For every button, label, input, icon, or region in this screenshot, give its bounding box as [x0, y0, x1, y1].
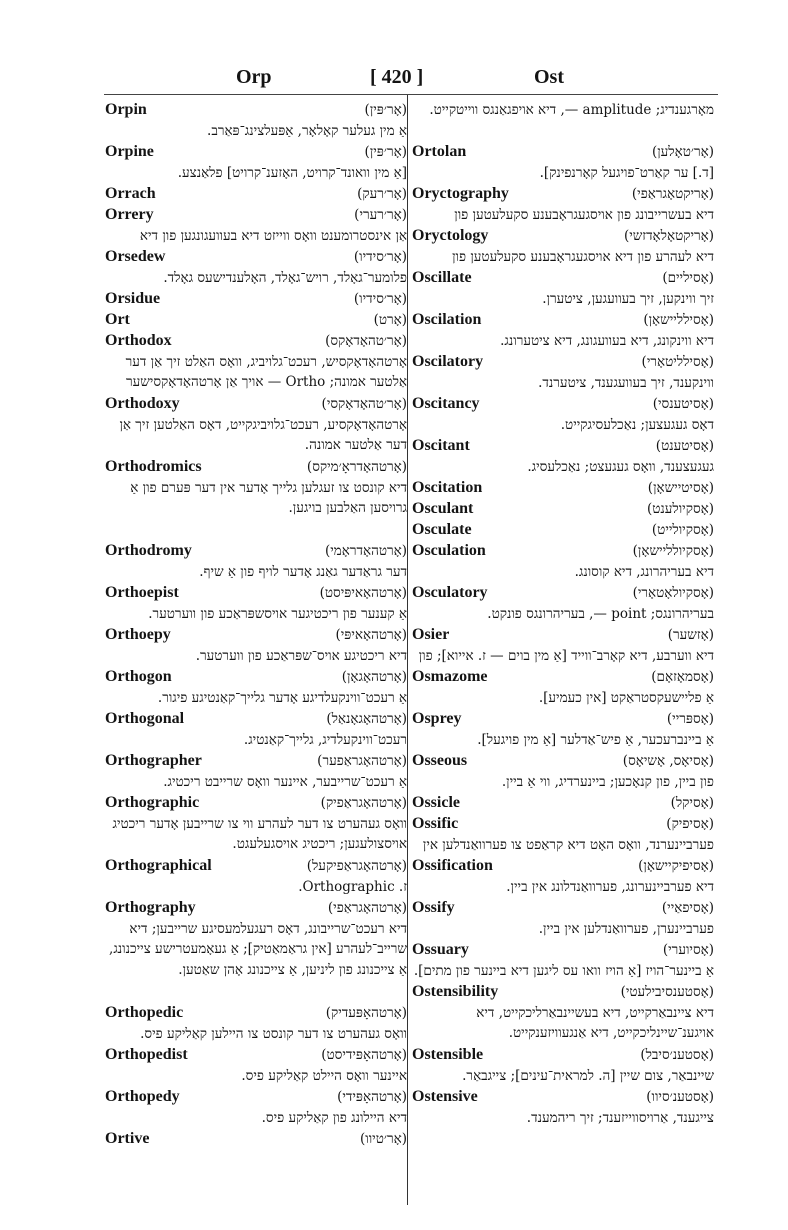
dictionary-entry [411, 898, 715, 940]
entry-headword: Ossicle [412, 794, 460, 811]
entry-headword: Oscilation [412, 311, 482, 328]
entry-pronunciation: (אָר׳פּין) [364, 144, 407, 160]
entry-definition: דיא ריכטיגע אויס־שפּראַכע פון ווערטער. [195, 647, 407, 664]
entry-definition: צייגענד, אַרויסווייזענד; זיך ריהמענד. [526, 1109, 714, 1126]
entry-headword: Orthogon [105, 668, 172, 685]
entry-headword: Osprey [412, 710, 462, 727]
dictionary-entry [104, 793, 408, 856]
dictionary-entry [411, 709, 715, 751]
entry-headword: Oscitation [412, 479, 483, 496]
entry-headword: Osculant [412, 500, 474, 517]
entry-pronunciation: (אָסקיולענט) [646, 501, 714, 517]
entry-pronunciation: (אָרטהאָגראַפי) [327, 900, 407, 916]
entry-definition: געגעצענד, וואָס געגעצט; נאַכלעסיג. [527, 458, 714, 475]
entry-pronunciation: (אָסטענ׳סיוו) [646, 1089, 714, 1105]
dictionary-entry [411, 184, 715, 226]
entry-headword: Osseous [412, 752, 468, 769]
entry-headword: Orpine [105, 143, 154, 160]
page-number: [ 420 ] [370, 66, 424, 88]
dictionary-entry [411, 520, 715, 541]
dictionary-entry [104, 625, 408, 667]
entry-definition: דער גראַדער גאַנג אָדער לויף פון אַ שיף. [199, 563, 407, 580]
entry-headword: Orpin [105, 101, 147, 118]
entry-pronunciation: (אָסיטיישאָן) [647, 480, 714, 496]
entry-headword: Orrery [105, 206, 154, 223]
entry-pronunciation: (אָספּריי) [666, 711, 714, 727]
dictionary-entry [411, 100, 715, 142]
dictionary-entry [104, 142, 408, 184]
dictionary-entry [411, 394, 715, 436]
dictionary-entry [411, 856, 715, 898]
entry-headword: Orthopedy [105, 1088, 180, 1105]
entry-headword: Orrach [105, 185, 156, 202]
entry-headword: Ossify [412, 899, 455, 916]
entry-headword: Orthography [105, 899, 196, 916]
entry-headword: Oryctography [412, 185, 509, 202]
entry-pronunciation: (אָסילליישאָן) [643, 312, 714, 328]
entry-headword: Orthographic [105, 794, 200, 811]
entry-headword: Osier [412, 626, 450, 643]
left-column [104, 100, 408, 1150]
dictionary-entry [104, 898, 408, 1003]
entry-pronunciation: (אָרטהאָגראַפיק) [320, 795, 407, 811]
entry-definition: ז. Orthographic. [298, 878, 407, 895]
entry-headword: Ort [105, 311, 130, 328]
entry-headword: Osmazome [412, 668, 488, 685]
entry-headword: Oscilatory [412, 353, 484, 370]
entry-pronunciation: (אָסקיולאָטאָרי) [632, 585, 714, 601]
entry-pronunciation: (אָר׳טהאָדאָקס) [325, 333, 407, 349]
entry-pronunciation: (אָרטהאָדראָ׳מיקס) [306, 459, 407, 475]
entry-definition: דיא ציינבאַרקייט, דיא בעשיינבאַרליכקייט, דיא אויגענ־שיינליכקייט, דיא אַנגעוויזענקייט. [476, 1004, 714, 1042]
dictionary-entry [104, 1003, 408, 1045]
entry-headword: Osculation [412, 542, 486, 559]
dictionary-entry [411, 940, 715, 982]
entry-pronunciation: (אָסקיולייט) [651, 522, 714, 538]
entry-headword: Oryctology [412, 227, 489, 244]
dictionary-entry [104, 394, 408, 457]
dictionary-entry [411, 982, 715, 1045]
entry-headword: Ostensibility [412, 983, 499, 1000]
entry-pronunciation: (אָריקטאָלאָדזשי) [623, 228, 714, 244]
entry-pronunciation: (אָר׳סידיו) [353, 249, 407, 265]
entry-definition: דיא ווערבע, דיא קאָרב־ווייד [אַ מין בוים — ז. אייוא]; פון [418, 647, 714, 664]
entry-definition: דיא לעהרע פון דיא אויסגעגראָבענע סקעלעטען פון [452, 248, 714, 265]
dictionary-entry [104, 331, 408, 394]
header-left-word: Orp [236, 66, 272, 88]
entry-pronunciation: (אָסמאָזאָם) [651, 669, 714, 685]
entry-headword: Orthodromy [105, 542, 192, 559]
dictionary-entry [411, 751, 715, 793]
dictionary-entry [411, 499, 715, 520]
entry-definition: דיא בעשרייבונג פון אויסגעגראָבענע סקעלעטען פון [454, 206, 714, 223]
entry-definition: ווינקענד, זיך בעוועגענד, ציטערנד. [538, 374, 714, 391]
dictionary-entry [411, 541, 715, 583]
entry-pronunciation: (אָסיקל) [670, 795, 714, 811]
entry-headword: Osculatory [412, 584, 488, 601]
entry-headword: Oscitant [412, 437, 470, 454]
entry-pronunciation: (אָרטהאָפּידיסט) [321, 1047, 407, 1063]
entry-definition: דיא פערביינערונג, פערוואַנדלונג אין ביין. [506, 878, 714, 895]
entry-headword: Ortive [105, 1130, 150, 1147]
entry-definition: אַ רעכט־ווינקעלדיגע אָדער גלייך־קאַנטיגע פיגור. [157, 689, 407, 706]
entry-pronunciation: (אָסיפאַיי) [661, 900, 714, 916]
entry-pronunciation: (אָר׳טהאָדאָקסי) [321, 396, 407, 412]
dictionary-entry [411, 436, 715, 478]
entry-definition: אַ רעכט־שרייבער, איינער וואָס שרייבט ריכטיג. [163, 773, 407, 790]
entry-definition: וואָס געהערט צו דער לעהרע ווי צו שרייבען אָדער ריכטיג אויסצולעגען; ריכטיג אויסגעלעגט. [112, 815, 407, 853]
entry-pronunciation: (אָרטהאָגאָנאַל) [326, 711, 407, 727]
entry-definition: פערביינערן, פערוואַנדלען אין ביין. [538, 920, 714, 937]
entry-headword: Ossuary [412, 941, 469, 958]
entry-headword: Ortolan [412, 143, 467, 160]
dictionary-entry [411, 310, 715, 352]
dictionary-entry [411, 352, 715, 394]
entry-definition: פערביינערנד, וואָס האָט דיא קראַפט צו פערוואַנדלען אין [422, 836, 714, 853]
dictionary-entry [411, 142, 715, 184]
dictionary-entry [104, 541, 408, 583]
entry-definition: [ד.] ער קאַרט־פויגעל קאָרנפינק]. [539, 164, 714, 181]
entry-pronunciation: (אָרטהאָגראַפער) [317, 753, 407, 769]
entry-headword: Orthoepist [105, 584, 179, 601]
dictionary-entry [104, 1045, 408, 1087]
entry-definition: אַ ביינברעכער, אַ פיש־אַדלער [אַ מין פויגעל]. [477, 731, 714, 748]
entry-pronunciation: (אָסיטענסי) [652, 396, 714, 412]
dictionary-entry [104, 457, 408, 541]
entry-headword: Ossification [412, 857, 493, 874]
dictionary-entry [104, 583, 408, 625]
entry-definition: רעכט־ווינקעלדיג, גלייך־קאַנטיג. [243, 731, 407, 748]
entry-headword: Orsidue [105, 290, 161, 307]
entry-pronunciation: (אָר׳רערי) [354, 207, 407, 223]
entry-definition: איינער וואָס היילט קאַליקע פיס. [241, 1067, 407, 1084]
dictionary-entry [104, 310, 408, 331]
entry-pronunciation: (אָסיליים) [662, 270, 714, 286]
entry-definition: אַן אינסטרומענט וואָס ווייזט דיא בעוועגונגען פון דיא [139, 227, 407, 244]
entry-pronunciation: (אָריקטאָגראַפי) [631, 186, 714, 202]
dictionary-entry [104, 1129, 408, 1150]
entry-pronunciation: (אָר׳טיוו) [360, 1131, 407, 1147]
dictionary-entry [411, 1087, 715, 1129]
entry-headword: Oscitancy [412, 395, 480, 412]
entry-pronunciation: (אָרטהאָפּעדיק) [325, 1005, 407, 1021]
entry-headword: Orthoepy [105, 626, 171, 643]
entry-definition: דיא ווינקונג, דיא בעוועגונג, דיא ציטערונג. [500, 332, 714, 349]
entry-headword: Orthodox [105, 332, 172, 349]
dictionary-entry [411, 814, 715, 856]
entry-pronunciation: (אָרטהאָאיפּיסט) [319, 585, 407, 601]
entry-headword: Orthodoxy [105, 395, 180, 412]
entry-pronunciation: (אָסקיולליישאָן) [632, 543, 714, 559]
entry-headword: Orthodromics [105, 458, 202, 475]
entry-pronunciation: (אָרטהאָגראַפיקעל) [306, 858, 407, 874]
entry-pronunciation: (אָרטהאָפּידי) [337, 1089, 407, 1105]
entry-headword: Ostensive [412, 1088, 478, 1105]
entry-definition: [אַ מין וואונד־קרויט, האָזענ־קרויט] פלאַנצע. [177, 164, 407, 181]
dictionary-entry [411, 625, 715, 667]
dictionary-entry [104, 205, 408, 247]
entry-definition: דיא קונסט צו זעגלען גלייך אָדער אין דער פּערם פון אַ גרויסען האַלבען בויגען. [130, 479, 407, 517]
entry-headword: Orthopedist [105, 1046, 188, 1063]
entry-pronunciation: (אָר׳סידיו) [353, 291, 407, 307]
entry-headword: Osculate [412, 521, 472, 538]
entry-pronunciation: (אָזשער) [667, 627, 714, 643]
entry-definition: אָרטהאָדאָקסיע, רעכט־גלויביגקייט, דאָס האַלטען זיך אַן דער אַלטער אמונה. [119, 416, 407, 454]
entry-definition: אָרטהאָדאָקסיש, רעכט־גלויביג, וואָס האַלט זיך אַן דער אַלטער אמונה; Ortho — אויך אַן אָרטהאָדאָקסישער [125, 353, 407, 391]
header-rule [104, 94, 718, 95]
entry-headword: Oscillate [412, 269, 472, 286]
dictionary-entry [411, 583, 715, 625]
entry-pronunciation: (אָר׳פּין) [364, 102, 407, 118]
entry-definition: פון ביין, פון קנאָכען; ביינערדיג, ווי אַ ביין. [501, 773, 714, 790]
entry-pronunciation: (אָר׳טאָלען) [651, 144, 714, 160]
page-header [100, 66, 700, 92]
dictionary-entry [411, 1045, 715, 1087]
entry-headword: Orthopedic [105, 1004, 184, 1021]
entry-definition: בעריהרונגס; point —, בעריהרונגס פונקט. [487, 605, 714, 622]
dictionary-entry [104, 289, 408, 310]
entry-headword: Orthogonal [105, 710, 185, 727]
entry-headword: Ostensible [412, 1046, 484, 1063]
dictionary-entry [104, 751, 408, 793]
entry-definition: דיא היילונג פון קאַליקע פיס. [261, 1109, 407, 1126]
dictionary-entry [411, 667, 715, 709]
entry-pronunciation: (אָר׳רעק) [357, 186, 407, 202]
entry-pronunciation: (אָרט) [373, 312, 407, 328]
entry-pronunciation: (אָסיפיקיישאָן) [638, 858, 714, 874]
entry-headword: Ossific [412, 815, 459, 832]
entry-definition: אַ פליישעקסטראַקט [אין כעמיע]. [538, 689, 714, 706]
entry-definition: פלומער־גאָלד, רויש־גאָלד, האָלענדישעס גאָלד. [163, 269, 407, 286]
dictionary-entry [104, 709, 408, 751]
dictionary-entry [104, 667, 408, 709]
entry-headword: Orthographer [105, 752, 202, 769]
right-column [411, 100, 715, 1129]
entry-pronunciation: (אָסיפיק) [666, 816, 714, 832]
entry-pronunciation: (אָסטענסיבילעטי) [620, 984, 714, 1000]
entry-pronunciation: (אָסילליטאָרי) [641, 354, 714, 370]
dictionary-entry [104, 247, 408, 289]
dictionary-entry [104, 100, 408, 142]
entry-definition: אַ ביינער־הויז [אַ הויז וואו עס ליגען דיא ביינער פון מתים]. [413, 962, 714, 979]
entry-definition: דיא בעריהרונג, דיא קוסונג. [574, 563, 714, 580]
entry-definition: וואָס געהערט צו דער קונסט צו היילען קאַליקע פיס. [140, 1025, 407, 1042]
dictionary-entry [411, 226, 715, 268]
entry-pronunciation: (אָסיאָס, אָשיאָס) [622, 753, 714, 769]
dictionary-entry [411, 478, 715, 499]
entry-definition: אַ קענער פון ריכטיגער אויסשפּראַכע פון ווערטער. [148, 605, 407, 622]
entry-pronunciation: (אָסיטענט) [655, 438, 714, 454]
entry-definition: אַ מין געלער קאָלאָר, אַפּעלצינג־פּאַרב. [207, 122, 407, 139]
entry-definition: זיך ווינקען, זיך בעוועגען, ציטערן. [542, 290, 714, 307]
dictionary-entry [104, 184, 408, 205]
dictionary-entry [104, 1087, 408, 1129]
entry-headword: Orthographical [105, 857, 212, 874]
entry-definition: דאָס געגעצען; נאַכלעסיגקייט. [560, 416, 714, 433]
dictionary-entry [104, 856, 408, 898]
entry-definition: דיא רעכט־שרייבונג, דאָס רעגעלמעסיגע שרייבען; דיא שרייב־לעהרע [אין גראַמאַטיק]; אַ געאָמעטרישע צייכנונג, אַ צייכנונג פון ליניען, אַ צייכנונג אָהן שאַטען. [109, 920, 407, 978]
entry-pronunciation: (אָרטהאָדראָמי) [324, 543, 407, 559]
entry-definition: שיינבאַר, צום שיין [ה. למראית־עינים]; צייגבאַר. [462, 1067, 714, 1084]
entry-pronunciation: (אָסטענ׳סיבל) [640, 1047, 714, 1063]
dictionary-entry [411, 793, 715, 814]
entry-pronunciation: (אָרטהאָאיפּי) [335, 627, 407, 643]
entry-definition: מאָרגענדיג; amplitude —, דיא אויפגאַנגס ווייטקייט. [429, 102, 714, 118]
entry-pronunciation: (אָסיוערי) [662, 942, 714, 958]
dictionary-entry [411, 268, 715, 310]
entry-pronunciation: (אָרטהאָגאָן) [341, 669, 407, 685]
header-right-word: Ost [534, 66, 564, 88]
entry-headword: Orsedew [105, 248, 166, 265]
